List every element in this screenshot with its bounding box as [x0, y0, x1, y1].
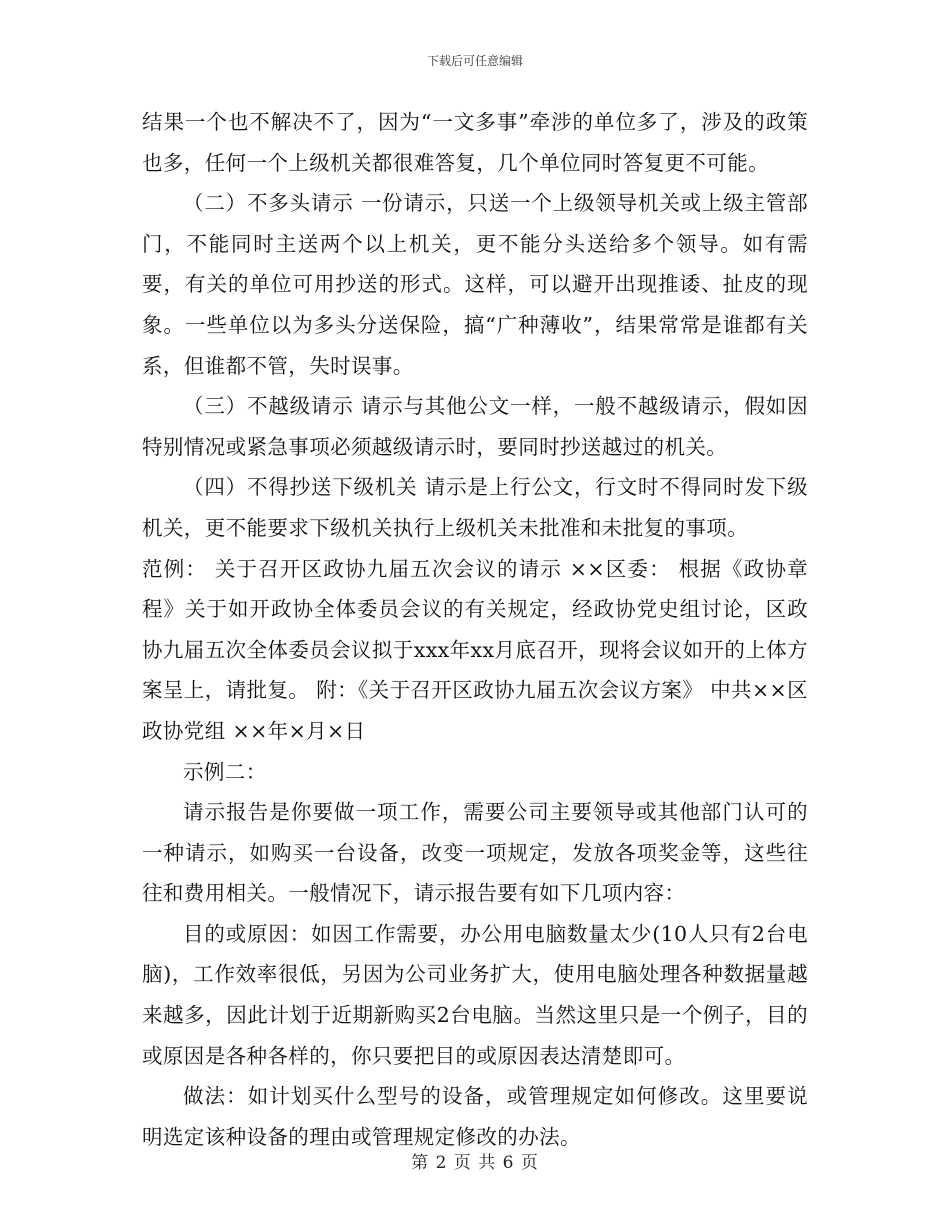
paragraph: （四）不得抄送下级机关 请示是上行公文，行文时不得同时发下级机关，更不能要求下级机关执行上级机关未批准和未批复的事项。 [142, 475, 808, 540]
paragraph: 做法：如计划买什么型号的设备，或管理规定如何修改。这里要说明选定该种设备的理由或管理规定修改的办法。 [142, 1084, 808, 1149]
paragraph: 示例二： [183, 759, 267, 784]
paragraph: 目的或原因：如因工作需要，办公用电脑数量太少(10人只有2台电脑)，工作效率很低，另因为公司业务扩大，使用电脑处理各种数据量越来越多，因此计划于近期新购买2台电脑。当然这里只是一个例子，目的或原因是各种各样的，你只要把目的或原因表达清楚即可。 [142, 921, 808, 1068]
document-body [142, 102, 808, 1157]
paragraph: 请示报告是你要做一项工作，需要公司主要领导或其他部门认可的一种请示，如购买一台设备，改变一项规定，发放各项奖金等，这些往往和费用相关。一般情况下，请示报告要有如下几项内容： [142, 800, 808, 906]
page-header-note: 下载后可任意编辑 [426, 54, 523, 68]
paragraph: （二）不多头请示 一份请示，只送一个上级领导机关或上级主管部门，不能同时主送两个以上机关，更不能分头送给多个领导。如有需要，有关的单位可用抄送的形式。这样，可以避开出现推诿、扯皮的现象。一些单位以为多头分送保险，搞“广种薄收”，结果常常是谁都有关系，但谁都不管，失时误事。 [142, 191, 808, 378]
paragraph: 范例： 关于召开区政协九届五次会议的请示 ××区委： 根据《政协章程》关于如开政协全体委员会议的有关规定，经政协党史组讨论，区政协九届五次全体委员会议拟于xxx年xx月底召开，现将会议如开的上体方案呈上，请批复。 附：《关于召开区政协九届五次会议方案》 中共××区政协党组 ××年×月×日 [142, 556, 808, 743]
page-number: 第 2 页 共 6 页 [411, 1153, 539, 1173]
paragraph: （三）不越级请示 请示与其他公文一样，一般不越级请示，假如因特别情况或紧急事项必须越级请示时，要同时抄送越过的机关。 [142, 394, 808, 459]
paragraph: 结果一个也不解决不了，因为“一文多事”牵涉的单位多了，涉及的政策也多，任何一个上级机关都很难答复，几个单位同时答复更不可能。 [142, 110, 808, 175]
